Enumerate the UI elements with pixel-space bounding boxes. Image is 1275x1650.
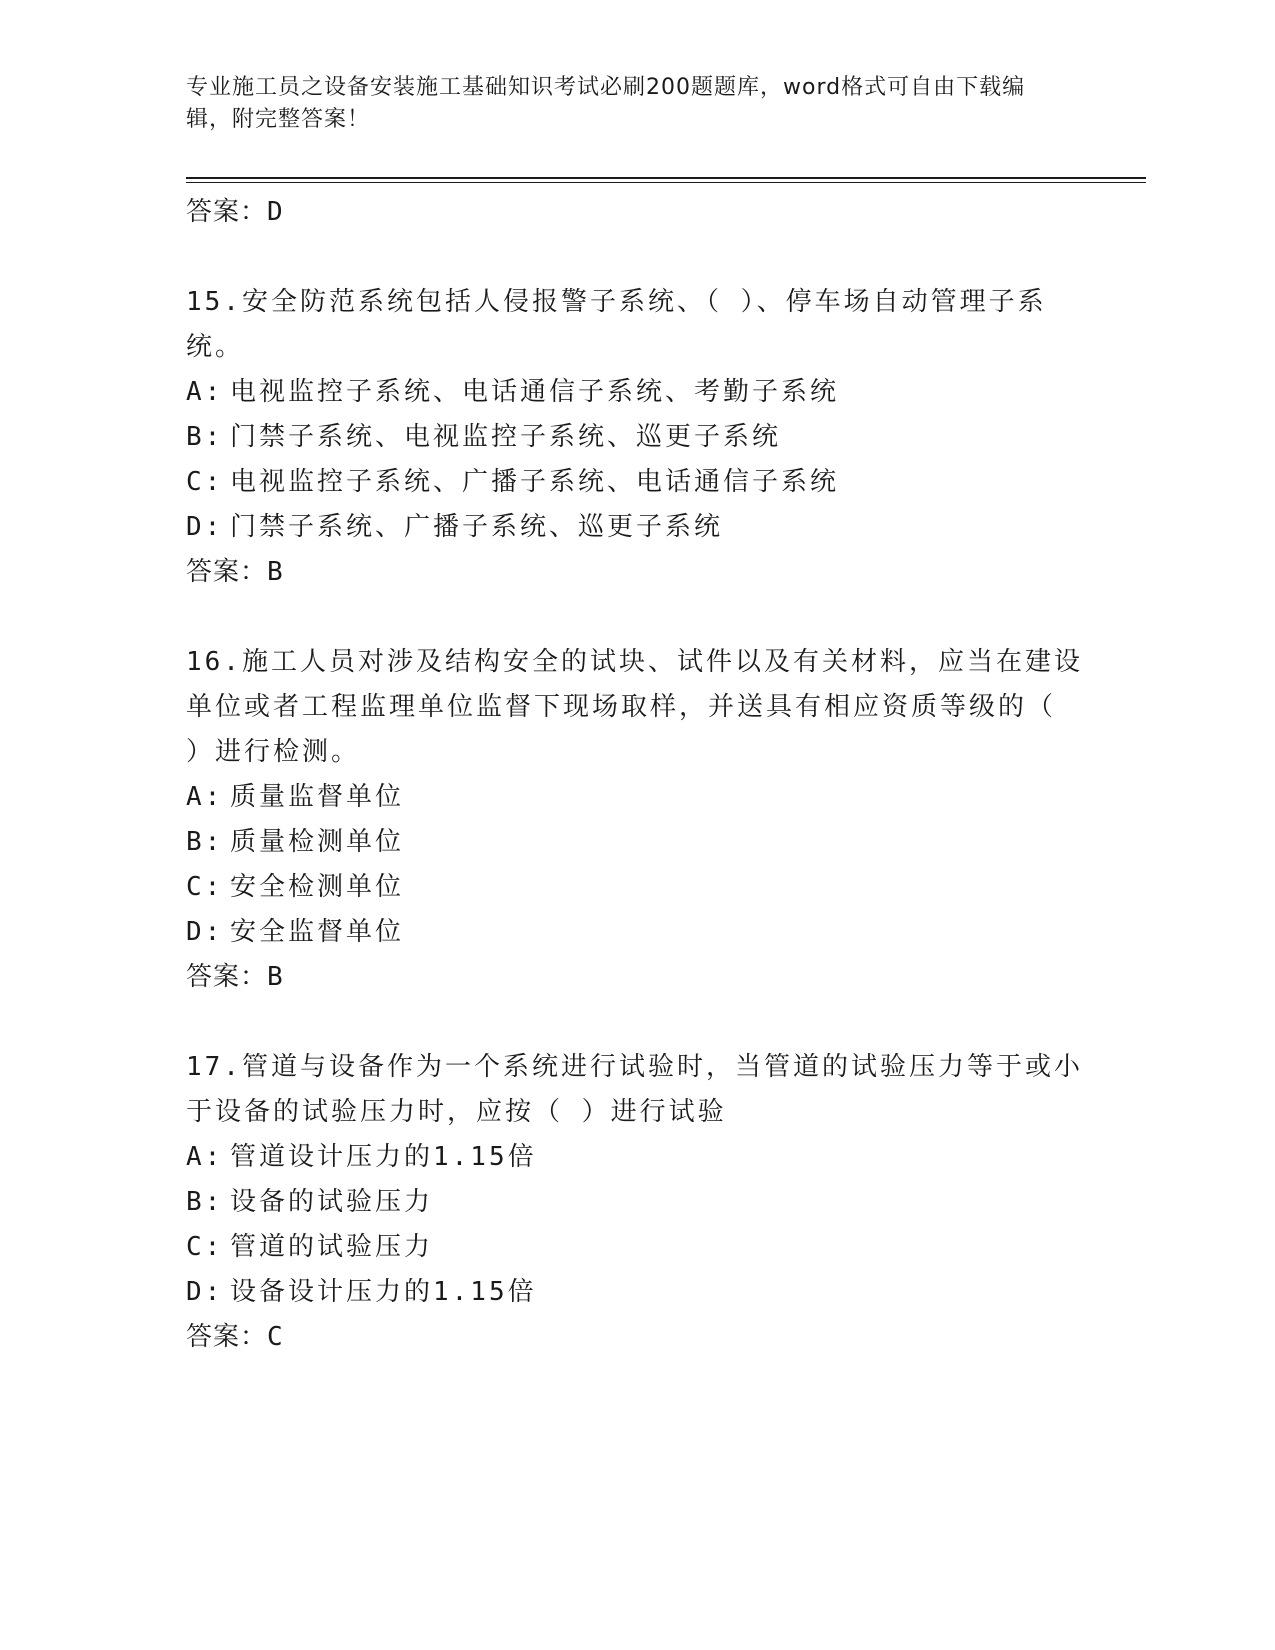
option-letter: B:: [186, 422, 224, 452]
answer-value: C: [267, 1322, 284, 1352]
option-text: 管道设计压力的1.15倍: [230, 1142, 537, 1172]
option-text: 设备的试验压力: [230, 1187, 434, 1217]
answer: [186, 1315, 1086, 1359]
question-text: 17.管道与设备作为一个系统进行试验时，当管道的试验压力等于或小于设备的试验压力时，应按（ ）进行试验: [186, 1052, 1083, 1127]
question-text: 15.安全防范系统包括人侵报警子系统、（ ）、停车场自动管理子系统。: [186, 287, 1047, 362]
question-text: 16.施工人员对涉及结构安全的试块、试件以及有关材料，应当在建设单位或者工程监理单位监督下现场取样，并送具有相应资质等级的（ ）进行检测。: [186, 647, 1083, 767]
answer-label: 答案：: [186, 1322, 268, 1352]
option-b: [186, 820, 1086, 865]
previous-answer: [186, 190, 1086, 234]
option-d: [186, 1270, 1086, 1315]
option-letter: A:: [186, 782, 224, 812]
answer-label: 答案：: [186, 197, 268, 227]
option-c: [186, 865, 1086, 910]
spacer: [186, 594, 1086, 640]
answer-label: 答案：: [186, 557, 268, 587]
option-a: [186, 1135, 1086, 1180]
option-text: 电视监控子系统、电话通信子系统、考勤子系统: [230, 377, 840, 407]
option-letter: B:: [186, 827, 224, 857]
option-a: [186, 370, 1086, 415]
answer-label: 答案：: [186, 962, 268, 992]
option-text: 电视监控子系统、广播子系统、电话通信子系统: [230, 467, 840, 497]
answer: [186, 955, 1086, 999]
option-letter: A:: [186, 377, 224, 407]
option-text: 门禁子系统、电视监控子系统、巡更子系统: [230, 422, 782, 452]
question-list: [186, 190, 1086, 1359]
header-divider-thin: [186, 182, 1146, 183]
question-16: [186, 640, 1086, 999]
option-text: 门禁子系统、广播子系统、巡更子系统: [230, 512, 724, 542]
page-header: 专业施工员之设备安装施工基础知识考试必刷200题题库，word格式可自由下载编辑，附完整答案！: [186, 75, 1026, 132]
option-d: [186, 505, 1086, 550]
option-letter: D:: [186, 1277, 224, 1307]
option-c: [186, 460, 1086, 505]
answer: [186, 550, 1086, 594]
spacer: [186, 999, 1086, 1045]
option-letter: C:: [186, 1232, 224, 1262]
option-text: 质量检测单位: [230, 827, 405, 857]
option-letter: A:: [186, 1142, 224, 1172]
option-text: 设备设计压力的1.15倍: [230, 1277, 537, 1307]
option-d: [186, 910, 1086, 955]
option-letter: C:: [186, 467, 224, 497]
option-a: [186, 775, 1086, 820]
answer-value: D: [267, 197, 284, 227]
question-17: [186, 1045, 1086, 1359]
option-text: 质量监督单位: [230, 782, 405, 812]
spacer: [186, 234, 1086, 280]
header-divider-thick: [186, 177, 1146, 179]
answer-value: B: [267, 557, 284, 587]
option-letter: D:: [186, 512, 224, 542]
option-text: 安全监督单位: [230, 917, 405, 947]
option-letter: C:: [186, 872, 224, 902]
option-c: [186, 1225, 1086, 1270]
question-15: [186, 280, 1086, 594]
option-letter: D:: [186, 917, 224, 947]
option-b: [186, 415, 1086, 460]
option-letter: B:: [186, 1187, 224, 1217]
answer-value: B: [267, 962, 284, 992]
option-text: 管道的试验压力: [230, 1232, 434, 1262]
option-text: 安全检测单位: [230, 872, 405, 902]
option-b: [186, 1180, 1086, 1225]
